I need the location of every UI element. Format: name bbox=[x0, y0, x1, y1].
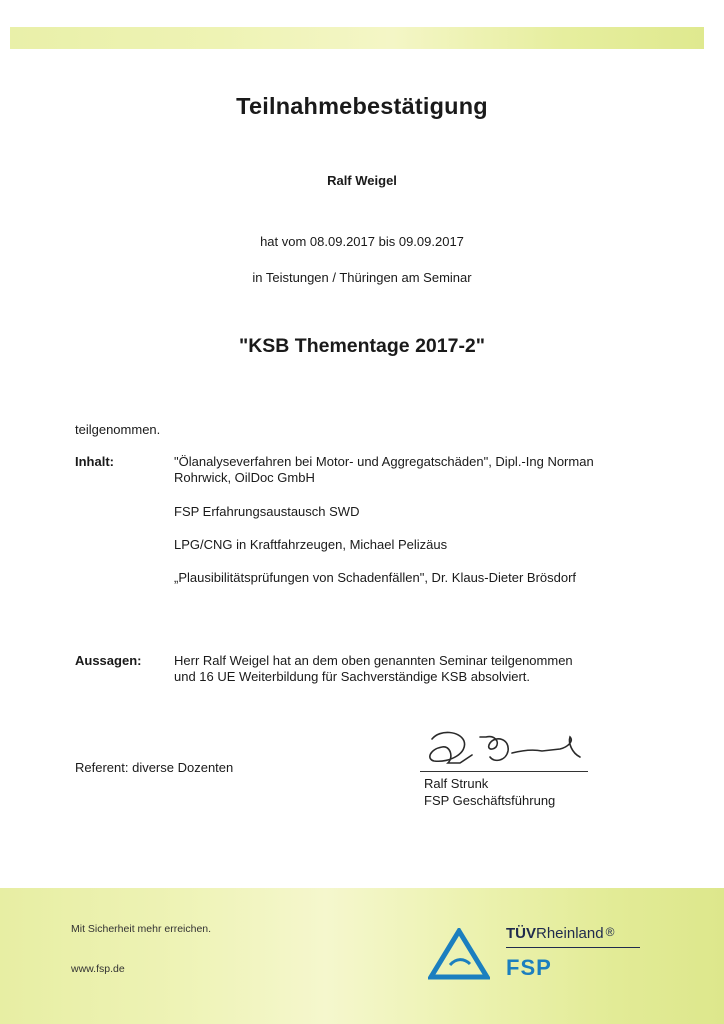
content-label: Inhalt: bbox=[75, 454, 114, 469]
content-item: "Ölanalyseverfahren bei Motor- und Aggregatschäden", Dipl.-Ing Norman bbox=[174, 454, 594, 469]
signature-line bbox=[420, 771, 588, 772]
content-item: „Plausibilitätsprüfungen von Schadenfällen", Dr. Klaus-Dieter Brösdorf bbox=[174, 570, 577, 585]
content-item: FSP Erfahrungsaustausch SWD bbox=[174, 504, 360, 519]
statement-label: Aussagen: bbox=[75, 653, 142, 668]
fsp-logo-text: FSP bbox=[506, 955, 552, 980]
signatory-name: Ralf Strunk bbox=[424, 776, 489, 791]
signature-image bbox=[420, 723, 590, 773]
tuv-triangle-logo-icon bbox=[428, 928, 490, 980]
footer-website: www.fsp.de bbox=[71, 963, 125, 975]
participant-name: Ralf Weigel bbox=[327, 173, 397, 188]
signatory-role: FSP Geschäftsführung bbox=[424, 793, 556, 808]
tuv-logo-text: TÜV bbox=[506, 925, 536, 942]
statement-line: Herr Ralf Weigel hat an dem oben genannten Seminar teilgenommen bbox=[174, 653, 573, 668]
tuv-rheinland-logo bbox=[506, 925, 614, 942]
seminar-title: "KSB Thementage 2017-2" bbox=[238, 335, 486, 357]
location-line: in Teistungen / Thüringen am Seminar bbox=[252, 270, 472, 285]
speaker-line: Referent: diverse Dozenten bbox=[75, 760, 234, 775]
content-item: LPG/CNG in Kraftfahrzeugen, Michael Pelizäus bbox=[174, 537, 448, 552]
rheinland-logo-text: Rheinland bbox=[536, 925, 604, 942]
footer-color-band bbox=[0, 888, 724, 1024]
footer-tagline: Mit Sicherheit mehr erreichen. bbox=[71, 923, 212, 935]
header-color-band bbox=[10, 27, 704, 49]
participated-text: teilgenommen. bbox=[75, 422, 161, 437]
registered-mark: ® bbox=[605, 925, 615, 939]
content-item: Rohrwick, OilDoc GmbH bbox=[174, 470, 315, 485]
document-title: Teilnahmebestätigung bbox=[236, 93, 488, 119]
logo-divider bbox=[506, 947, 640, 948]
statement-line: und 16 UE Weiterbildung für Sachverständige KSB absolviert. bbox=[174, 669, 531, 684]
date-line: hat vom 08.09.2017 bis 09.09.2017 bbox=[260, 234, 464, 249]
